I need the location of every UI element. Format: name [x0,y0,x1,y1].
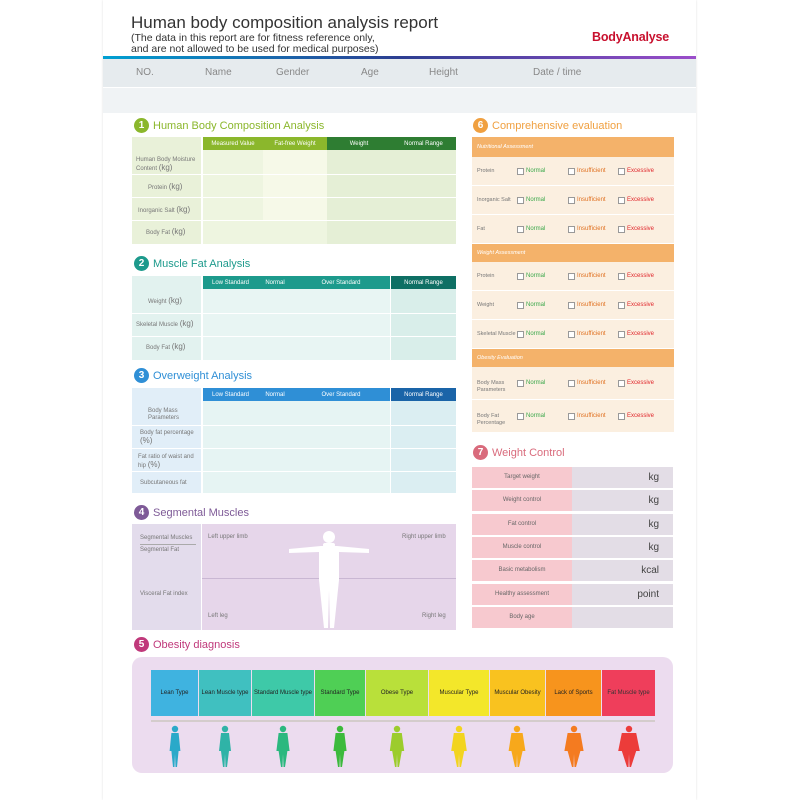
checkbox-icon[interactable] [568,226,575,233]
sec7-row-unit: kg [648,495,659,507]
checkbox-icon[interactable] [517,302,524,309]
sec7-title-text: Weight Control [492,446,565,459]
sec4-segmental-muscles: Segmental Muscles [140,535,193,541]
sec1-header-measured: Measured Value [203,137,263,150]
sec6-option-label: Normal [526,331,546,337]
sec7-row-label: Fat control [507,520,537,527]
obesity-scale [151,670,655,718]
sec6-option-label: Insufficient [577,380,606,386]
sec6-option-label: Excessive [627,380,655,386]
sec1-title-text: Human Body Composition Analysis [153,119,325,132]
sec4-segmental-fat: Segmental Fat [140,547,180,553]
sec1-header-fatfree: Fat-free Weight [263,137,327,150]
body-figure-icon [276,726,289,767]
body-figure-icon [451,726,467,767]
checkbox-icon[interactable] [618,273,625,280]
sec7-number: 7 [473,445,488,460]
sec6-row [472,186,674,215]
sec6-row [472,320,674,349]
report-title: Human body composition analysis report [131,13,439,32]
sec6-option-excessive[interactable] [618,168,654,175]
sec7-row [472,584,673,606]
sec7-row [472,467,673,489]
sec6-option-excessive[interactable] [618,226,654,233]
sec6-number: 6 [473,118,488,133]
divider [140,544,196,545]
type-fat-muscle: Fat Muscle type [602,670,655,716]
sec6-option-label: Insufficient [577,331,606,337]
sec6-option-normal[interactable] [517,197,545,204]
sec1-row-label [146,228,185,237]
sec6-option-excessive[interactable] [618,302,654,309]
type-standard-muscle: Standard Muscle type [252,670,314,716]
sec3-row-label [140,430,200,446]
sec6-option-normal[interactable] [517,331,545,338]
checkbox-icon[interactable] [618,380,625,387]
checkbox-icon[interactable] [517,197,524,204]
sec6-row-label: Inorganic Salt [477,196,511,203]
checkbox-icon[interactable] [517,331,524,338]
sec6-option-excessive[interactable] [618,413,654,420]
checkbox-icon[interactable] [618,331,625,338]
label: Fat ratio of waist and hip [138,454,194,469]
sec4-title-text: Segmental Muscles [153,506,249,519]
sec2-row-label [136,320,193,329]
sec6-option-normal[interactable] [517,168,545,175]
sec3-header-normal: Normal [258,388,292,401]
sec6-option-label: Normal [526,226,546,232]
report-sheet [103,0,696,800]
checkbox-icon[interactable] [618,413,625,420]
sec6-option-excessive[interactable] [618,331,654,338]
sec1-col-fatfree [263,150,327,220]
sec2-title [134,256,250,271]
label: Inorganic Salt [138,208,175,214]
unit: (kg) [179,319,194,328]
sec6-option-label: Insufficient [577,197,606,203]
sec3-bars [203,401,390,493]
field-datetime: Date / time [533,67,582,78]
body-figures-icon [151,719,655,771]
sec7-row-label: Weight control [502,497,542,504]
sec5-number: 5 [134,637,149,652]
body-figure-icon [564,726,583,767]
sec6-row-label: Protein [477,167,495,174]
sec6-option-insufficient[interactable] [568,273,606,280]
checkbox-icon[interactable] [618,168,625,175]
sec3-header-over: Over Standard [292,388,390,401]
field-gender: Gender [276,67,310,78]
sec4-left-leg: Left leg [208,613,228,619]
sec5-panel [132,657,673,773]
sec6-option-label: Excessive [627,273,655,279]
subtitle-line-2: and are not allowed to be used for medical purposes) [131,43,379,55]
sec6-option-label: Normal [526,168,546,174]
checkbox-icon[interactable] [618,226,625,233]
unit: (%) [147,460,161,469]
checkbox-icon[interactable] [517,380,524,387]
unit: (kg) [176,205,191,214]
sec6-option-label: Normal [526,413,546,419]
sec6-title [473,118,622,133]
sec1-table [132,137,456,244]
sec6-panel [472,137,674,432]
checkbox-icon[interactable] [517,226,524,233]
field-no: NO. [136,67,154,78]
divider [132,425,456,426]
sec1-row-label [148,183,182,192]
sec7-row-label: Basic metabolism [498,567,546,574]
sec6-option-excessive[interactable] [618,380,654,387]
sec6-row-label: Body Fat Percentage [477,412,506,426]
sec7-row [472,537,673,559]
sec6-row [472,400,674,433]
sec2-header-range: Normal Range [391,276,456,289]
unit: (kg) [168,182,183,191]
sec3-row-label [148,408,198,422]
sec7-row-unit: kg [648,541,659,553]
sec6-row [472,262,674,291]
type-standard: Standard Type [315,670,365,716]
sec2-row-label [146,343,185,352]
sec6-row-label: Fat [477,225,485,232]
label: Body Fat [146,345,171,351]
sec7-row-label: Healthy assessment [494,590,550,597]
sec7-panel [472,467,673,630]
sec1-title [134,118,324,133]
sec6-option-insufficient[interactable] [568,197,606,204]
sec4-right-upper-limb: Right upper limb [402,534,446,540]
sec6-group-header: Obesity Evaluation [472,349,674,367]
sec6-option-normal[interactable] [517,226,545,233]
body-figure-icon [333,726,346,767]
label: Subcutaneous fat [140,480,187,486]
sec2-header-over: Over Standard [292,276,390,289]
sec7-row-unit: kcal [641,565,659,577]
divider [132,471,456,472]
divider [132,197,456,198]
body-figure-icon [618,726,640,767]
body-figure-icon [390,726,404,767]
sec4-right-leg: Right leg [422,613,446,619]
checkbox-icon[interactable] [568,331,575,338]
sec6-option-excessive[interactable] [618,273,654,280]
sec7-row-unit: kg [648,518,659,530]
divider [132,448,456,449]
sec6-option-label: Normal [526,302,546,308]
sec1-number: 1 [134,118,149,133]
sec6-option-label: Insufficient [577,273,606,279]
sec6-option-normal[interactable] [517,302,545,309]
sec2-header-normal: Normal [258,276,292,289]
label: Skeletal Muscle [136,322,179,328]
label: Human Body Moisture Content [136,157,196,172]
unit: (kg) [171,342,186,351]
sec3-table [132,388,456,493]
sec2-row-label [148,297,182,306]
type-lean-muscle: Lean Muscle type [199,670,251,716]
label: Protein [148,185,168,191]
sec6-option-excessive[interactable] [618,197,654,204]
sec3-row-label [140,480,187,487]
sec6-option-insufficient[interactable] [568,302,606,309]
sec7-row-unit: kg [648,472,659,483]
subtitle-line-1: (The data in this report are for fitness reference only, [131,32,375,44]
sec6-option-insufficient[interactable] [568,168,606,175]
sec4-panel [132,524,456,630]
sec1-row-label [138,206,190,215]
unit: (kg) [158,163,173,172]
divider [132,336,456,337]
sec6-option-label: Excessive [627,331,655,337]
sec6-title-text: Comprehensive evaluation [492,119,623,132]
type-lean: Lean Type [151,670,198,716]
sec4-number: 4 [134,505,149,520]
sec1-header-weight: Weight [327,137,391,150]
sec6-row-label: Weight [477,301,495,308]
sec6-option-label: Insufficient [577,226,606,232]
sec6-row [472,157,674,186]
sec6-row [472,215,674,244]
unit: (kg) [171,227,186,236]
sec7-row [472,607,673,629]
sec6-option-label: Normal [526,273,546,279]
checkbox-icon[interactable] [517,273,524,280]
type-lack-sports: Lack of Sports [546,670,601,716]
sec6-group-header: Weight Assessment [472,244,674,262]
checkbox-icon[interactable] [618,302,625,309]
sec6-row [472,291,674,320]
sec6-option-label: Excessive [627,302,655,308]
sec6-option-normal[interactable] [517,380,545,387]
sec3-header-low: Low Standard [203,388,258,401]
sec6-option-label: Insufficient [577,413,606,419]
sec2-number: 2 [134,256,149,271]
sec3-title-text: Overweight Analysis [153,369,253,382]
sec2-header-low: Low Standard [203,276,258,289]
sec7-row-unit: point [637,588,659,600]
checkbox-icon[interactable] [568,273,575,280]
body-figure-icon [509,726,526,767]
sec4-title [134,505,249,520]
sec7-row-label: Body age [509,613,535,620]
report-subtitle [131,33,431,55]
sec2-bars [203,289,390,360]
body-figure-icon [170,726,181,767]
checkbox-icon[interactable] [568,413,575,420]
divider [132,313,456,314]
sec6-row [472,367,674,400]
sec6-row-label: Skeletal Muscle [477,330,516,337]
info-bar [103,59,696,87]
label: Body fat percentage [140,430,194,436]
checkbox-icon[interactable] [568,302,575,309]
sec6-option-label: Excessive [627,413,655,419]
sec6-option-label: Normal [526,380,546,386]
sec3-title [134,368,252,383]
sec1-row-label [136,157,202,173]
sec6-option-insufficient[interactable] [568,413,606,420]
sec4-visceral-fat: Visceral Fat index [140,591,188,597]
sec6-option-label: Insufficient [577,168,606,174]
field-name: Name [205,67,232,78]
sec2-range-col [391,289,456,360]
sec6-option-insufficient[interactable] [568,226,606,233]
sec2-table [132,276,456,360]
info-values-bar [103,87,696,113]
divider [132,174,456,175]
sec5-title-text: Obesity diagnosis [153,638,240,651]
checkbox-icon[interactable] [568,380,575,387]
unit: (kg) [168,296,183,305]
body-silhouette-icon [287,530,371,630]
sec6-option-insufficient[interactable] [568,331,606,338]
sec4-left-upper-limb: Left upper limb [208,534,248,540]
sec6-option-label: Normal [526,197,546,203]
sec3-range-col [391,401,456,493]
sec7-row [472,560,673,582]
type-muscular-obesity: Muscular Obesity [490,670,545,716]
unit: (%) [140,436,153,445]
sec7-row [472,490,673,512]
sec7-title [473,445,565,460]
sec6-option-insufficient[interactable] [568,380,606,387]
checkbox-icon[interactable] [568,197,575,204]
sec7-row-label: Muscle control [502,543,542,550]
sec3-header-range: Normal Range [391,388,456,401]
sec6-group-header: Nutritional Assessment [472,137,674,157]
field-height: Height [429,67,458,78]
sec3-row-label [138,454,200,470]
sec5-title [134,637,240,652]
sec6-option-label: Excessive [627,168,655,174]
field-age: Age [361,67,379,78]
type-obese: Obese Type [366,670,428,716]
sec6-row-label: Protein [477,272,495,279]
checkbox-icon[interactable] [517,413,524,420]
divider [132,220,456,221]
body-figure-icon [219,726,231,767]
sec1-cell [263,220,327,244]
sec6-option-label: Insufficient [577,302,606,308]
sec6-option-normal[interactable] [517,413,545,420]
label: Weight [148,299,167,305]
checkbox-icon[interactable] [568,168,575,175]
label: Body Fat [146,230,171,236]
sec7-row-label: Target weight [504,474,540,480]
checkbox-icon[interactable] [618,197,625,204]
sec6-row-label: Body Mass Parameters [477,379,506,393]
brand-logo: BodyAnalyse [592,30,669,44]
sec2-title-text: Muscle Fat Analysis [153,257,251,270]
sec3-number: 3 [134,368,149,383]
type-muscular: Muscular Type [429,670,489,716]
sec6-option-label: Excessive [627,226,655,232]
label: Body Mass Parameters [148,408,180,421]
sec1-header-normal: Normal Range [391,137,456,150]
checkbox-icon[interactable] [517,168,524,175]
sec6-option-normal[interactable] [517,273,545,280]
sec7-row [472,514,673,536]
sec6-option-label: Excessive [627,197,655,203]
